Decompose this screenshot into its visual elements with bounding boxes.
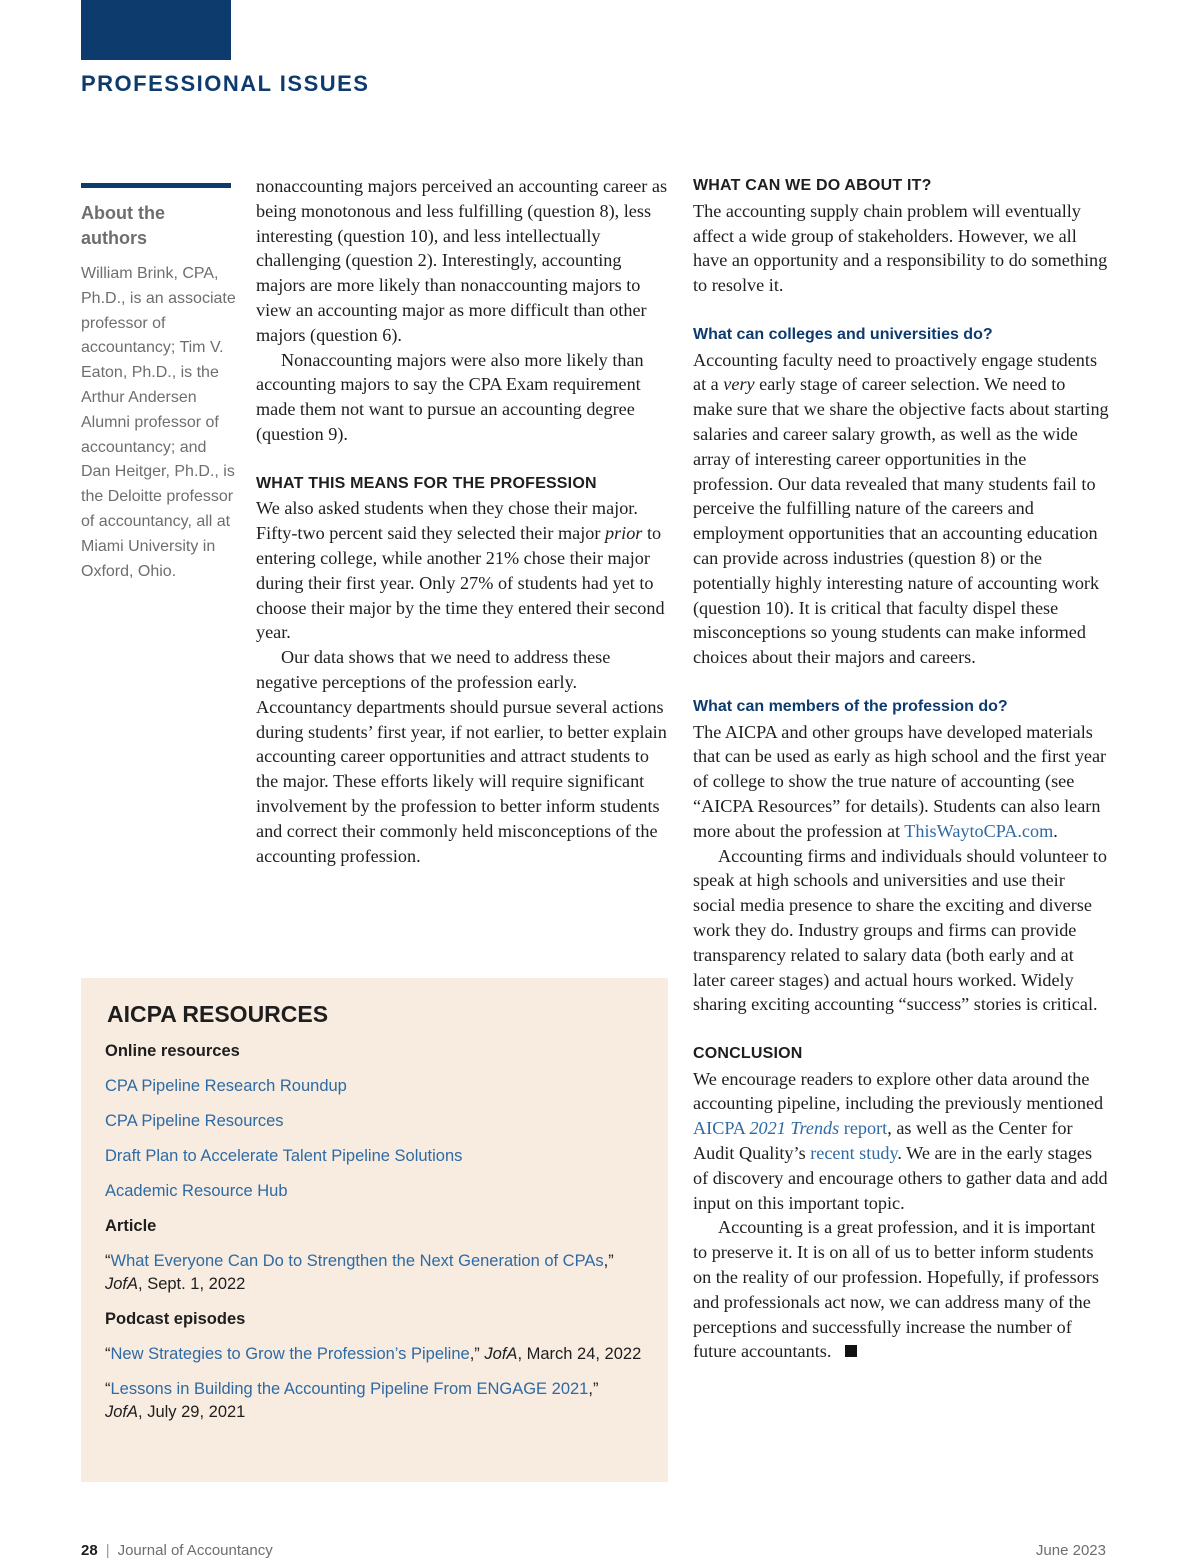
section-heading: CONCLUSION [693, 1044, 803, 1062]
podcast-item: “New Strategies to Grow the Profession’s Pipeline,” JofA, March 24, 2022 [105, 1345, 642, 1363]
paragraph: Nonaccounting majors were also more likely than accounting majors to say the CPA Exam requirement made them not want to pursue an accounting degree (question 9). [256, 349, 644, 444]
resource-link-research-roundup[interactable]: CPA Pipeline Research Roundup [105, 1077, 347, 1095]
paragraph: Accounting is a great profession, and it is important to preserve it. It is on all of us to better inform students on the reality of our profession. Hopefully, if professors and professionals act now, we can address many of the perceptions and successfully increase the number of future accountants. [693, 1217, 1099, 1362]
sidebar-rule [81, 183, 231, 188]
podcast-link[interactable]: New Strategies to Grow the Profession’s Pipeline [110, 1345, 470, 1363]
paragraph: Our data shows that we need to address these negative perceptions of the profession early. Accountancy departments should pursue several actions during students’ first year, if not earlier, to better explain accounting career opportunities and attract students to the major. These efforts likely will require significant involvement by the profession to better inform students and correct their commonly held misconceptions of the accounting profession. [256, 647, 667, 866]
header-color-bar [81, 0, 231, 60]
aicpa-resources-box [81, 978, 668, 1482]
section-heading: WHAT CAN WE DO ABOUT IT? [693, 177, 932, 194]
paragraph: Accounting firms and individuals should volunteer to speak at high schools and universities and use their social media presence to share the exciting and diverse work they do. Industry groups and firms can provide transparency related to salary data (both early and at later career stages) and actual hours worked. Widely sharing exciting accounting “success” stories is critical. [693, 845, 1107, 1015]
subsection-heading: What can members of the profession do? [693, 697, 1008, 715]
online-resources-heading: Online resources [105, 1042, 240, 1060]
subsection-heading: What can colleges and universities do? [693, 325, 993, 343]
paragraph: Accounting faculty need to proactively engage students at a very early stage of career selection. We need to make sure that we share the objective facts about starting salaries and career salary growth, as well as the wide array of interesting career opportunities in the profession. Our data revealed that many students fail to perceive the fulfilling nature of the careers and employment opportunities that an accounting education can provide across industries (question 8) or the potentially highly interesting nature of accounting work (question 10). It is critical that faculty dispel these misconceptions so young students can make informed choices about their majors and careers. [693, 349, 1109, 668]
podcast-heading: Podcast episodes [105, 1310, 246, 1328]
footer-date: June 2023 [1035, 1542, 1106, 1559]
paragraph: We encourage readers to explore other data around the accounting pipeline, including the previously mentioned AICPA 2021 Trends report, as well as the Center for Audit Quality’s recent study. We are in the early stages of discovery and encourage others to gather data and add input on this important topic. [693, 1068, 1108, 1213]
article-link[interactable]: What Everyone Can Do to Strengthen the Next Generation of CPAs [110, 1252, 604, 1270]
author-bio: William Brink, CPA, Ph.D., is an associate professor of accountancy; Tim V. Eaton, Ph.D., is the Arthur Andersen Alumni professor of accountancy; and Dan Heitger, Ph.D., is the Deloitte professor of accountancy, all at Miami University in Oxford, Ohio. [81, 265, 236, 580]
article-heading: Article [105, 1217, 157, 1235]
page-number: 28 [81, 1542, 98, 1559]
trends-report-link[interactable]: AICPA 2021 Trends report [693, 1118, 888, 1139]
paragraph: The AICPA and other groups have developed materials that can be used as early as high school and the first year of college to show the true nature of accounting (see “AICPA Resources” for details). Students can also learn more about the profession at ThisWaytoCPA.com. [693, 721, 1107, 841]
paragraph: We also asked students when they chose their major. Fifty-two percent said they selected their major prior to entering college, while another 21% chose their major during their first year. Only 27% of students had yet to choose their major by the time they entered their second year. [256, 498, 665, 643]
article-item: “What Everyone Can Do to Strengthen the Next Generation of CPAs,” JofA, Sept. 1, 2022 [105, 1252, 614, 1293]
publication-name: Journal of Accountancy [117, 1542, 273, 1559]
resource-link-draft-plan[interactable]: Draft Plan to Accelerate Talent Pipeline Solutions [105, 1147, 463, 1165]
thiswaytocpa-link[interactable]: ThisWaytoCPA.com [904, 820, 1054, 841]
paragraph: The accounting supply chain problem will eventually affect a wide group of stakeholders. However, we all have an opportunity and a responsibility to do something to resolve it. [693, 200, 1108, 296]
resources-title: AICPA RESOURCES [107, 1001, 329, 1027]
podcast-item: “Lessons in Building the Accounting Pipeline From ENGAGE 2021,” JofA, July 29, 2021 [105, 1380, 599, 1421]
resource-link-academic-hub[interactable]: Academic Resource Hub [105, 1182, 288, 1200]
podcast-link[interactable]: Lessons in Building the Accounting Pipeline From ENGAGE 2021 [110, 1380, 589, 1398]
section-heading: WHAT THIS MEANS FOR THE PROFESSION [256, 474, 597, 492]
right-column [693, 174, 1109, 1364]
about-authors-heading: About the authors [81, 203, 165, 248]
section-title: PROFESSIONAL ISSUES [81, 71, 370, 96]
paragraph: nonaccounting majors perceived an accounting career as being monotonous and less fulfilling (question 8), less interesting (question 10), and less intellectually challenging (question 2). Interestingly, accounting majors are more likely than nonaccounting majors to view an accounting major as more difficult than other majors (question 6). [256, 176, 668, 345]
recent-study-link[interactable]: recent study [810, 1143, 898, 1164]
footer-publication: 28 | Journal of Accountancy [81, 1542, 273, 1559]
middle-column [256, 174, 674, 868]
end-of-article-mark [845, 1345, 857, 1357]
resource-link-pipeline-resources[interactable]: CPA Pipeline Resources [105, 1112, 284, 1130]
